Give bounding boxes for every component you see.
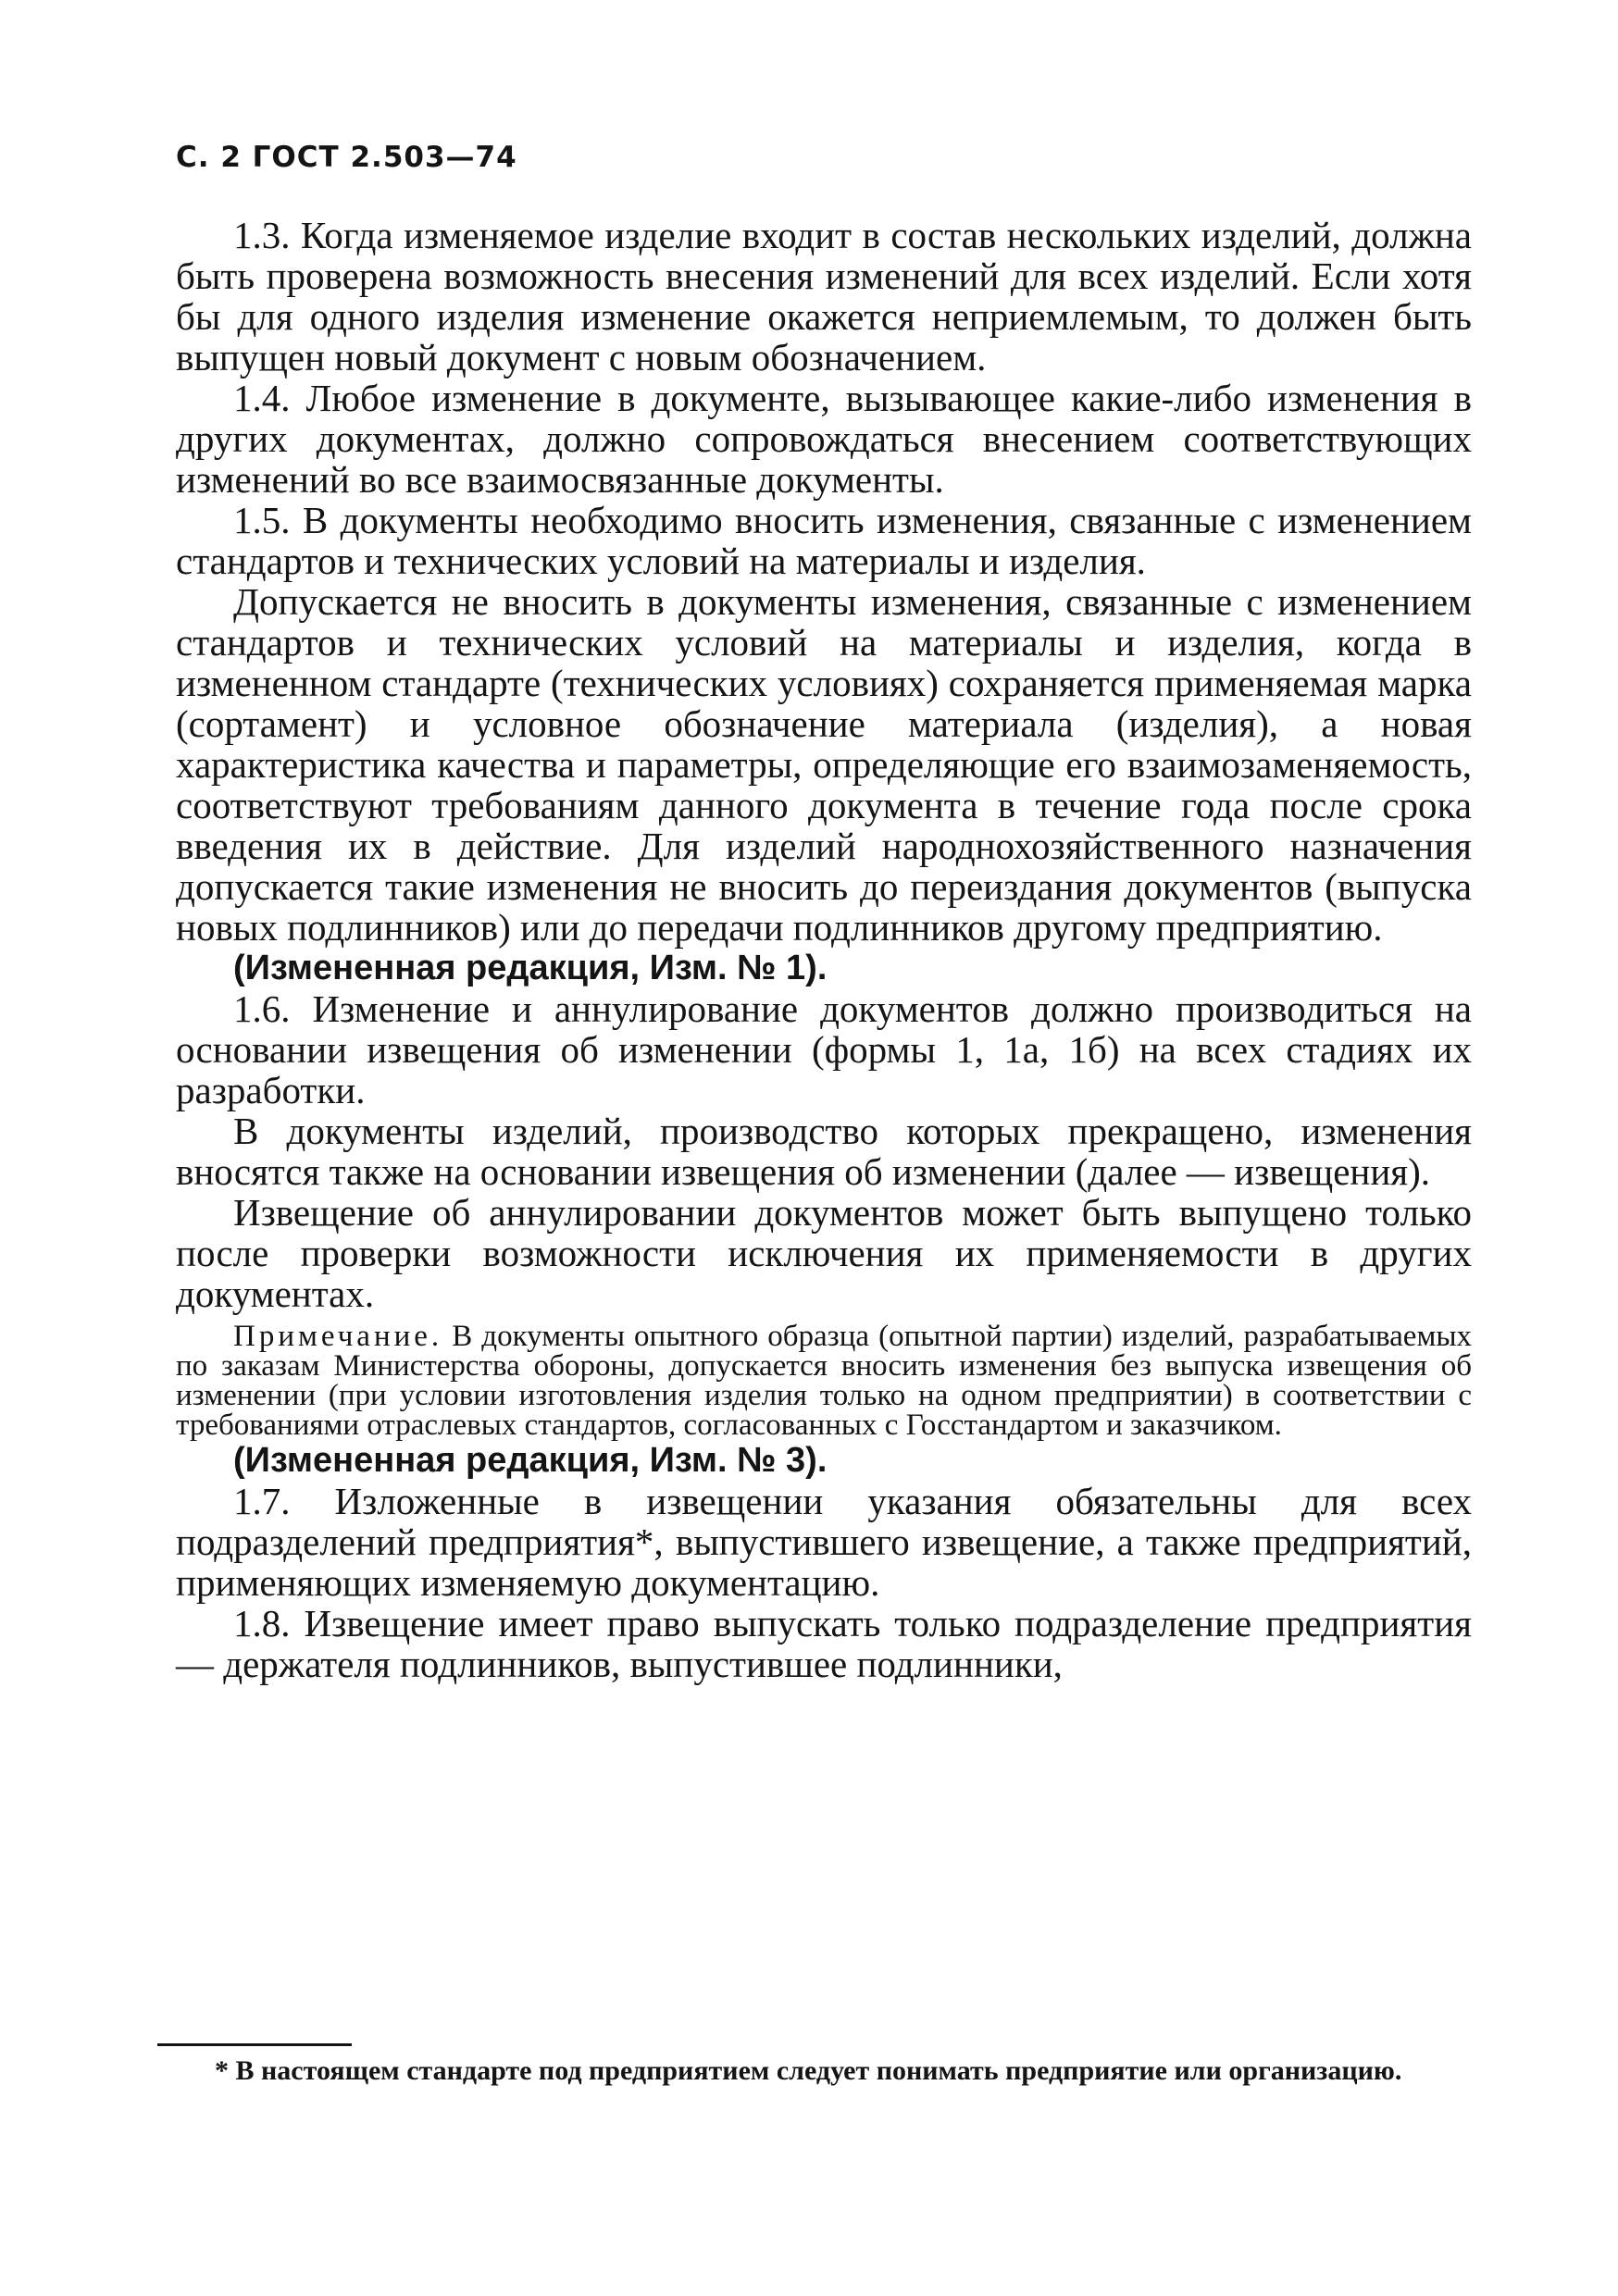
- document-body: [176, 215, 1472, 1684]
- paragraph-allowance: Допускается не вносить в документы изменения, связанные с изменением стандартов и технических условий на материалы и изделия, когда в измененном стандарте (технических условиях) сохраняется применяемая марка (сортамент) и условное обозначение материала (изделия), а новая характеристика качества и параметры, определяющие его взаимозаменяемость, соответствуют требованиям данного документа в течение года после срока введения их в действие. Для изделий народнохозяйственного назначения допускается такие изменения не вносить до переиздания документов (выпуска новых подлинников) или до передачи подлинников другому предприятию.: [176, 580, 1472, 949]
- paragraph-1-5: 1.5. В документы необходимо вносить изменения, связанные с изменением стандартов и технических условий на материалы и изделия.: [176, 499, 1472, 582]
- footnote-divider: [157, 2043, 352, 2046]
- paragraph-1-4: 1.4. Любое изменение в документе, вызывающее какие-либо изменения в других документах, должно сопровождаться внесением соответствующих изменений во все взаимосвязанные документы.: [176, 377, 1472, 501]
- footnote: * В настоящем стандарте под предприятием следует понимать предприятие или организацию.: [215, 2055, 1402, 2086]
- note-text: В документы опытного образца (опытной партии) изделий, разрабатываемых по заказам Министерства обороны, допускается вносить изменения без выпуска извещения об изменении (при условии изготовления изделия только на одном предприятии) в соответствии с требованиями отраслевых стандартов, согласованных с Госстандартом и заказчиком.: [176, 1320, 1472, 1442]
- paragraph-1-3: 1.3. Когда изменяемое изделие входит в состав нескольких изделий, должна быть проверена возможность внесения изменений для всех изделий. Если хотя бы для одного изделия изменение окажется неприемлемым, то должен быть выпущен новый документ с новым обозначением.: [176, 214, 1472, 379]
- paragraph-1-7: 1.7. Изложенные в извещении указания обязательны для всех подразделений предприятия*, выпустившего извещение, а также предприятий, применяющих изменяемую документацию.: [176, 1480, 1472, 1604]
- paragraph-annulment: Извещение об аннулировании документов может быть выпущено только после проверки возможности исключения их применяемости в других документах.: [176, 1191, 1472, 1315]
- note-label: Примечание.: [233, 1320, 443, 1353]
- note: [176, 1322, 1472, 1440]
- paragraph-1-6: 1.6. Изменение и аннулирование документов должно производиться на основании извещения об изменении (формы 1, 1а, 1б) на всех стадиях их разработки.: [176, 987, 1472, 1111]
- page-header: С. 2 ГОСТ 2.503—74: [176, 141, 517, 174]
- paragraph-1-8: 1.8. Извещение имеет право выпускать только подразделение предприятия — держателя подлинников, выпустившее подлинники,: [176, 1602, 1472, 1685]
- amendment-note-1: (Измененная редакция, Изм. № 1).: [233, 949, 828, 987]
- amendment-note-3: (Измененная редакция, Изм. № 3).: [233, 1441, 828, 1480]
- paragraph-products: В документы изделий, производство которых прекращено, изменения вносятся также на основании извещения об изменении (далее — извещения).: [176, 1110, 1472, 1193]
